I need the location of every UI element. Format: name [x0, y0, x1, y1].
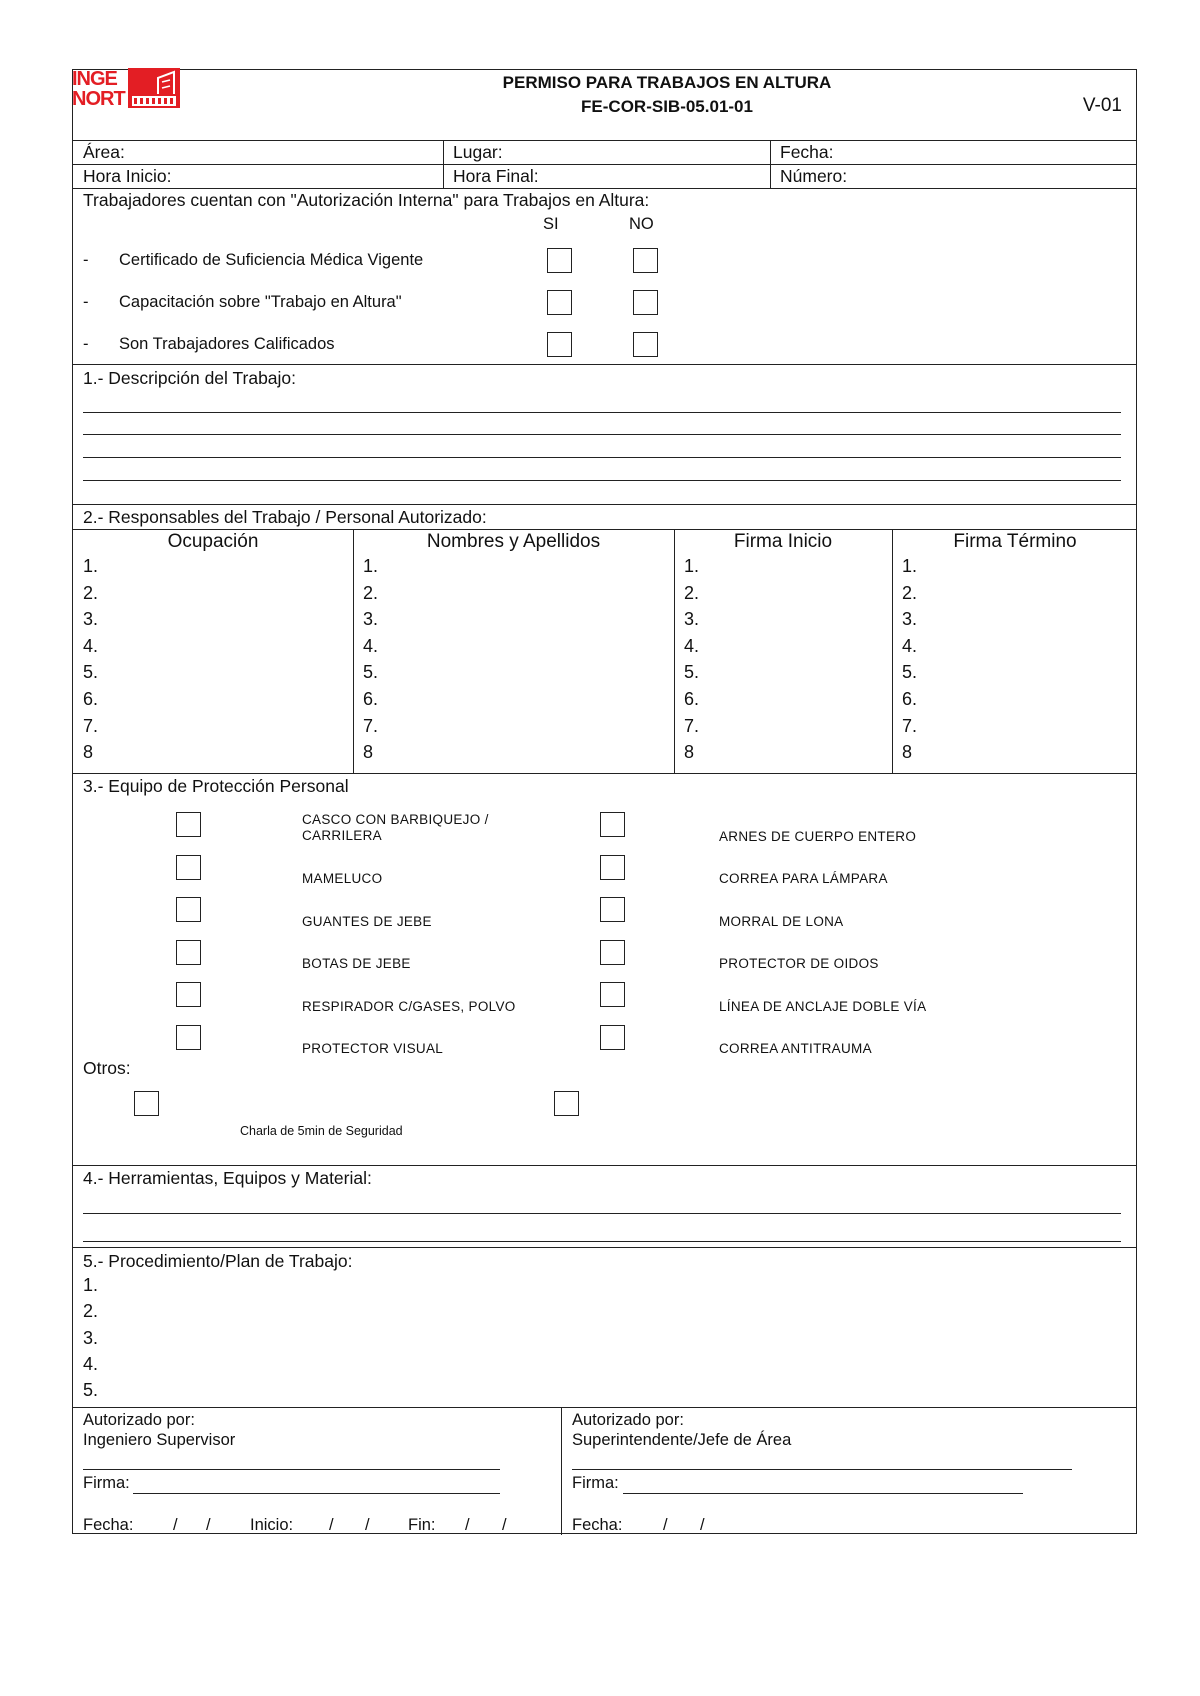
ppe-coverall-checkbox[interactable] — [176, 855, 201, 880]
personnel-sign-start-cell[interactable]: 5. — [684, 662, 700, 683]
ppe-trauma-strap-checkbox[interactable] — [600, 1025, 625, 1050]
ppe-visual-protector-label: PROTECTOR VISUAL — [302, 1041, 444, 1056]
section-2-title: 2.- Responsables del Trabajo / Personal Autorizado: — [83, 507, 487, 527]
other-item-2-checkbox[interactable] — [554, 1091, 579, 1116]
col-nombres: Nombres y Apellidos — [426, 531, 601, 552]
height-training-yes-checkbox[interactable] — [547, 290, 572, 315]
left-authorized-label: Autorizado por: — [83, 1411, 195, 1429]
ppe-ear-protector-checkbox[interactable] — [600, 940, 625, 965]
logo-line-1: INGE — [72, 68, 117, 90]
personnel-sign-start-cell[interactable]: 4. — [684, 635, 700, 656]
ppe-respirator-checkbox[interactable] — [176, 982, 201, 1007]
numero-field[interactable]: Número: — [780, 166, 848, 186]
personnel-name-cell[interactable]: 8 — [363, 742, 374, 763]
logo-line-2: NORT — [72, 88, 125, 110]
col-ocupacion: Ocupación — [167, 531, 259, 552]
ppe-lanyard-label: LÍNEA DE ANCLAJE DOBLE VÍA — [719, 999, 927, 1014]
right-fecha-label: Fecha: — [572, 1516, 623, 1534]
form-title: PERMISO PARA TRABAJOS EN ALTURA — [502, 73, 832, 92]
ppe-lamp-strap-label: CORREA PARA LÁMPARA — [719, 871, 888, 886]
qualified-workers-no-checkbox[interactable] — [633, 332, 658, 357]
section-4-title: 4.- Herramientas, Equipos y Material: — [83, 1168, 372, 1188]
personnel-sign-start-cell[interactable]: 3. — [684, 609, 700, 630]
ppe-canvas-bag-checkbox[interactable] — [600, 897, 625, 922]
left-fin-label: Fin: — [408, 1516, 436, 1534]
procedure-step[interactable]: 3. — [83, 1327, 99, 1348]
others-label: Otros: — [83, 1058, 131, 1078]
hora-final-field[interactable]: Hora Final: — [453, 166, 539, 186]
safety-talk-label: Charla de 5min de Seguridad — [240, 1124, 403, 1138]
medical-certificate-label: Certificado de Suficiencia Médica Vigente — [119, 251, 424, 269]
personnel-name-cell[interactable]: 5. — [363, 662, 379, 683]
ppe-gloves-checkbox[interactable] — [176, 897, 201, 922]
ppe-trauma-strap-label: CORREA ANTITRAUMA — [719, 1041, 872, 1056]
col-firma-termino: Firma Término — [953, 531, 1077, 552]
no-header: NO — [629, 215, 654, 233]
personnel-occupation-cell[interactable]: 6. — [83, 689, 99, 709]
personnel-sign-end-cell[interactable]: 7. — [902, 715, 918, 736]
ppe-boots-checkbox[interactable] — [176, 940, 201, 965]
personnel-sign-end-cell[interactable]: 1. — [902, 556, 918, 576]
ppe-gloves-label: GUANTES DE JEBE — [302, 914, 432, 929]
section-3-title: 3.- Equipo de Protección Personal — [83, 776, 349, 796]
personnel-occupation-cell[interactable]: 7. — [83, 715, 99, 736]
description-line[interactable] — [83, 457, 1121, 458]
medical-certificate-no-checkbox[interactable] — [633, 248, 658, 273]
personnel-sign-end-cell[interactable]: 6. — [902, 689, 918, 709]
medical-certificate-yes-checkbox[interactable] — [547, 248, 572, 273]
form-version: V-01 — [1082, 95, 1122, 116]
ppe-ear-protector-label: PROTECTOR DE OIDOS — [719, 956, 879, 971]
personnel-sign-end-cell[interactable]: 2. — [902, 582, 918, 603]
ppe-boots-label: BOTAS DE JEBE — [302, 956, 411, 971]
personnel-sign-start-cell[interactable]: 7. — [684, 715, 700, 736]
personnel-occupation-cell[interactable]: 5. — [83, 662, 99, 683]
left-inicio-label: Inicio: — [250, 1516, 294, 1534]
personnel-name-cell[interactable]: 7. — [363, 715, 379, 736]
ppe-canvas-bag-label: MORRAL DE LONA — [719, 914, 844, 929]
personnel-sign-start-cell[interactable]: 6. — [684, 689, 700, 709]
description-line[interactable] — [83, 412, 1121, 413]
procedure-step[interactable]: 4. — [83, 1353, 99, 1374]
form-code: FE-COR-SIB-05.01-01 — [581, 97, 753, 116]
procedure-step[interactable]: 5. — [83, 1380, 99, 1401]
left-firma-label: Firma: — [83, 1474, 130, 1492]
personnel-occupation-cell[interactable]: 2. — [83, 582, 99, 603]
personnel-sign-start-cell[interactable]: 1. — [684, 556, 700, 576]
hora-inicio-field[interactable]: Hora Inicio: — [83, 166, 172, 186]
personnel-name-cell[interactable]: 2. — [363, 582, 379, 603]
authorization-question: Trabajadores cuentan con "Autorización Interna" para Trabajos en Altura: — [83, 190, 650, 210]
personnel-sign-end-cell[interactable]: 4. — [902, 635, 918, 656]
qualified-workers-label: Son Trabajadores Calificados — [119, 335, 335, 353]
left-fecha-label: Fecha: — [83, 1516, 134, 1534]
height-training-no-checkbox[interactable] — [633, 290, 658, 315]
right-firma-label: Firma: — [572, 1474, 619, 1492]
personnel-sign-start-cell[interactable]: 8 — [684, 742, 695, 763]
procedure-step[interactable]: 1. — [83, 1275, 99, 1295]
personnel-occupation-cell[interactable]: 3. — [83, 609, 99, 630]
personnel-name-cell[interactable]: 6. — [363, 689, 379, 709]
ppe-helmet-checkbox[interactable] — [176, 812, 201, 837]
work-permit-form: INGE NORT PERMISO PARA TRABAJOS EN ALTURA FE-COR-SIB-05.01-01 V-01 Área: Lugar: Fecha: Hora Inicio: Hora Final: Número: Trabajadores cuentan con "Autorización Interna" para Trabajos en Altura: SI NO - Certificado de Suficiencia Médica Vigente - Capacitación sobre "Trabajo en Altura" - Son Trabajadores Calificados 1.- Descripción del Trabajo: 2.- Responsables del Trabajo / Personal Autorizado: Ocupación Nombres y Apellidos Firma Inicio Firma Término 1. 1. 1. 1. 2. 2. 2. 2. 3. 3. 3. 3. 4. 4. 4. 4. 5. 5. 5. 5. 6. 6. 6. 6. 7. 7. 7. 7. 8 8 8 8 3.- Equipo de Protección Personal CASCO CON BARBIQUEJO / CARRILERA MAMELUCO GUANTES DE JEBE BOTAS DE JEBE RESPIRADOR C/GASES, POLVO PROTECTOR VISUAL ARNES DE CUERPO ENTERO CORREA PARA LÁMPARA MORRAL DE LONA PROTECTOR DE OIDOS LÍNEA DE ANCLAJE DOBLE VÍA CORREA ANTITRAUMA Otros: Charla de 5min de Seguridad 4.- Herramientas, Equipos y Material: 5.- Procedimiento/Plan de Trabajo: 1. 2. 3. 4. 5. Autorizado por: Ingeniero Supervisor Firma: Fecha: / / Inicio: / / Fin: / / Autorizado por: Superintendente/Jefe de Área Firma: Fecha: / / — [72, 69, 1137, 1534]
tools-line[interactable] — [83, 1213, 1121, 1214]
yes-header: SI — [543, 215, 559, 233]
ppe-coverall-label: MAMELUCO — [302, 871, 383, 886]
ppe-lamp-strap-checkbox[interactable] — [600, 855, 625, 880]
description-line[interactable] — [83, 434, 1121, 435]
col-firma-inicio: Firma Inicio — [733, 531, 833, 552]
personnel-sign-end-cell[interactable]: 3. — [902, 609, 918, 630]
fecha-field[interactable]: Fecha: — [780, 142, 834, 162]
height-training-label: Capacitación sobre "Trabajo en Altura" — [119, 293, 402, 311]
right-signature-line[interactable] — [623, 1493, 1023, 1494]
ppe-harness-label: ARNES DE CUERPO ENTERO — [719, 829, 917, 844]
qualified-workers-yes-checkbox[interactable] — [547, 332, 572, 357]
ppe-helmet-label: CASCO CON BARBIQUEJO / CARRILERA — [302, 812, 489, 843]
ppe-visual-protector-checkbox[interactable] — [176, 1025, 201, 1050]
left-role-label: Ingeniero Supervisor — [83, 1431, 236, 1449]
lugar-field[interactable]: Lugar: — [453, 142, 503, 162]
area-field[interactable]: Área: — [83, 142, 125, 162]
personnel-sign-start-cell[interactable]: 2. — [684, 582, 700, 603]
section-1-title: 1.- Descripción del Trabajo: — [83, 368, 297, 388]
personnel-name-cell[interactable]: 3. — [363, 609, 379, 630]
procedure-step[interactable]: 2. — [83, 1301, 99, 1322]
personnel-name-cell[interactable]: 1. — [363, 556, 379, 576]
personnel-occupation-cell[interactable]: 1. — [83, 556, 99, 576]
ppe-lanyard-checkbox[interactable] — [600, 982, 625, 1007]
right-authorized-label: Autorizado por: — [572, 1411, 684, 1429]
other-item-1-checkbox[interactable] — [134, 1091, 159, 1116]
personnel-occupation-cell[interactable]: 8 — [83, 742, 94, 763]
personnel-sign-end-cell[interactable]: 5. — [902, 662, 918, 683]
personnel-occupation-cell[interactable]: 4. — [83, 635, 99, 656]
tools-line[interactable] — [83, 1241, 1121, 1242]
description-line[interactable] — [83, 480, 1121, 481]
ppe-respirator-label: RESPIRADOR C/GASES, POLVO — [302, 999, 516, 1014]
personnel-sign-end-cell[interactable]: 8 — [902, 742, 913, 763]
section-5-title: 5.- Procedimiento/Plan de Trabajo: — [83, 1251, 353, 1271]
personnel-name-cell[interactable]: 4. — [363, 635, 379, 656]
left-signature-line[interactable] — [133, 1493, 500, 1494]
right-role-label: Superintendente/Jefe de Área — [572, 1431, 792, 1449]
ppe-harness-checkbox[interactable] — [600, 812, 625, 837]
